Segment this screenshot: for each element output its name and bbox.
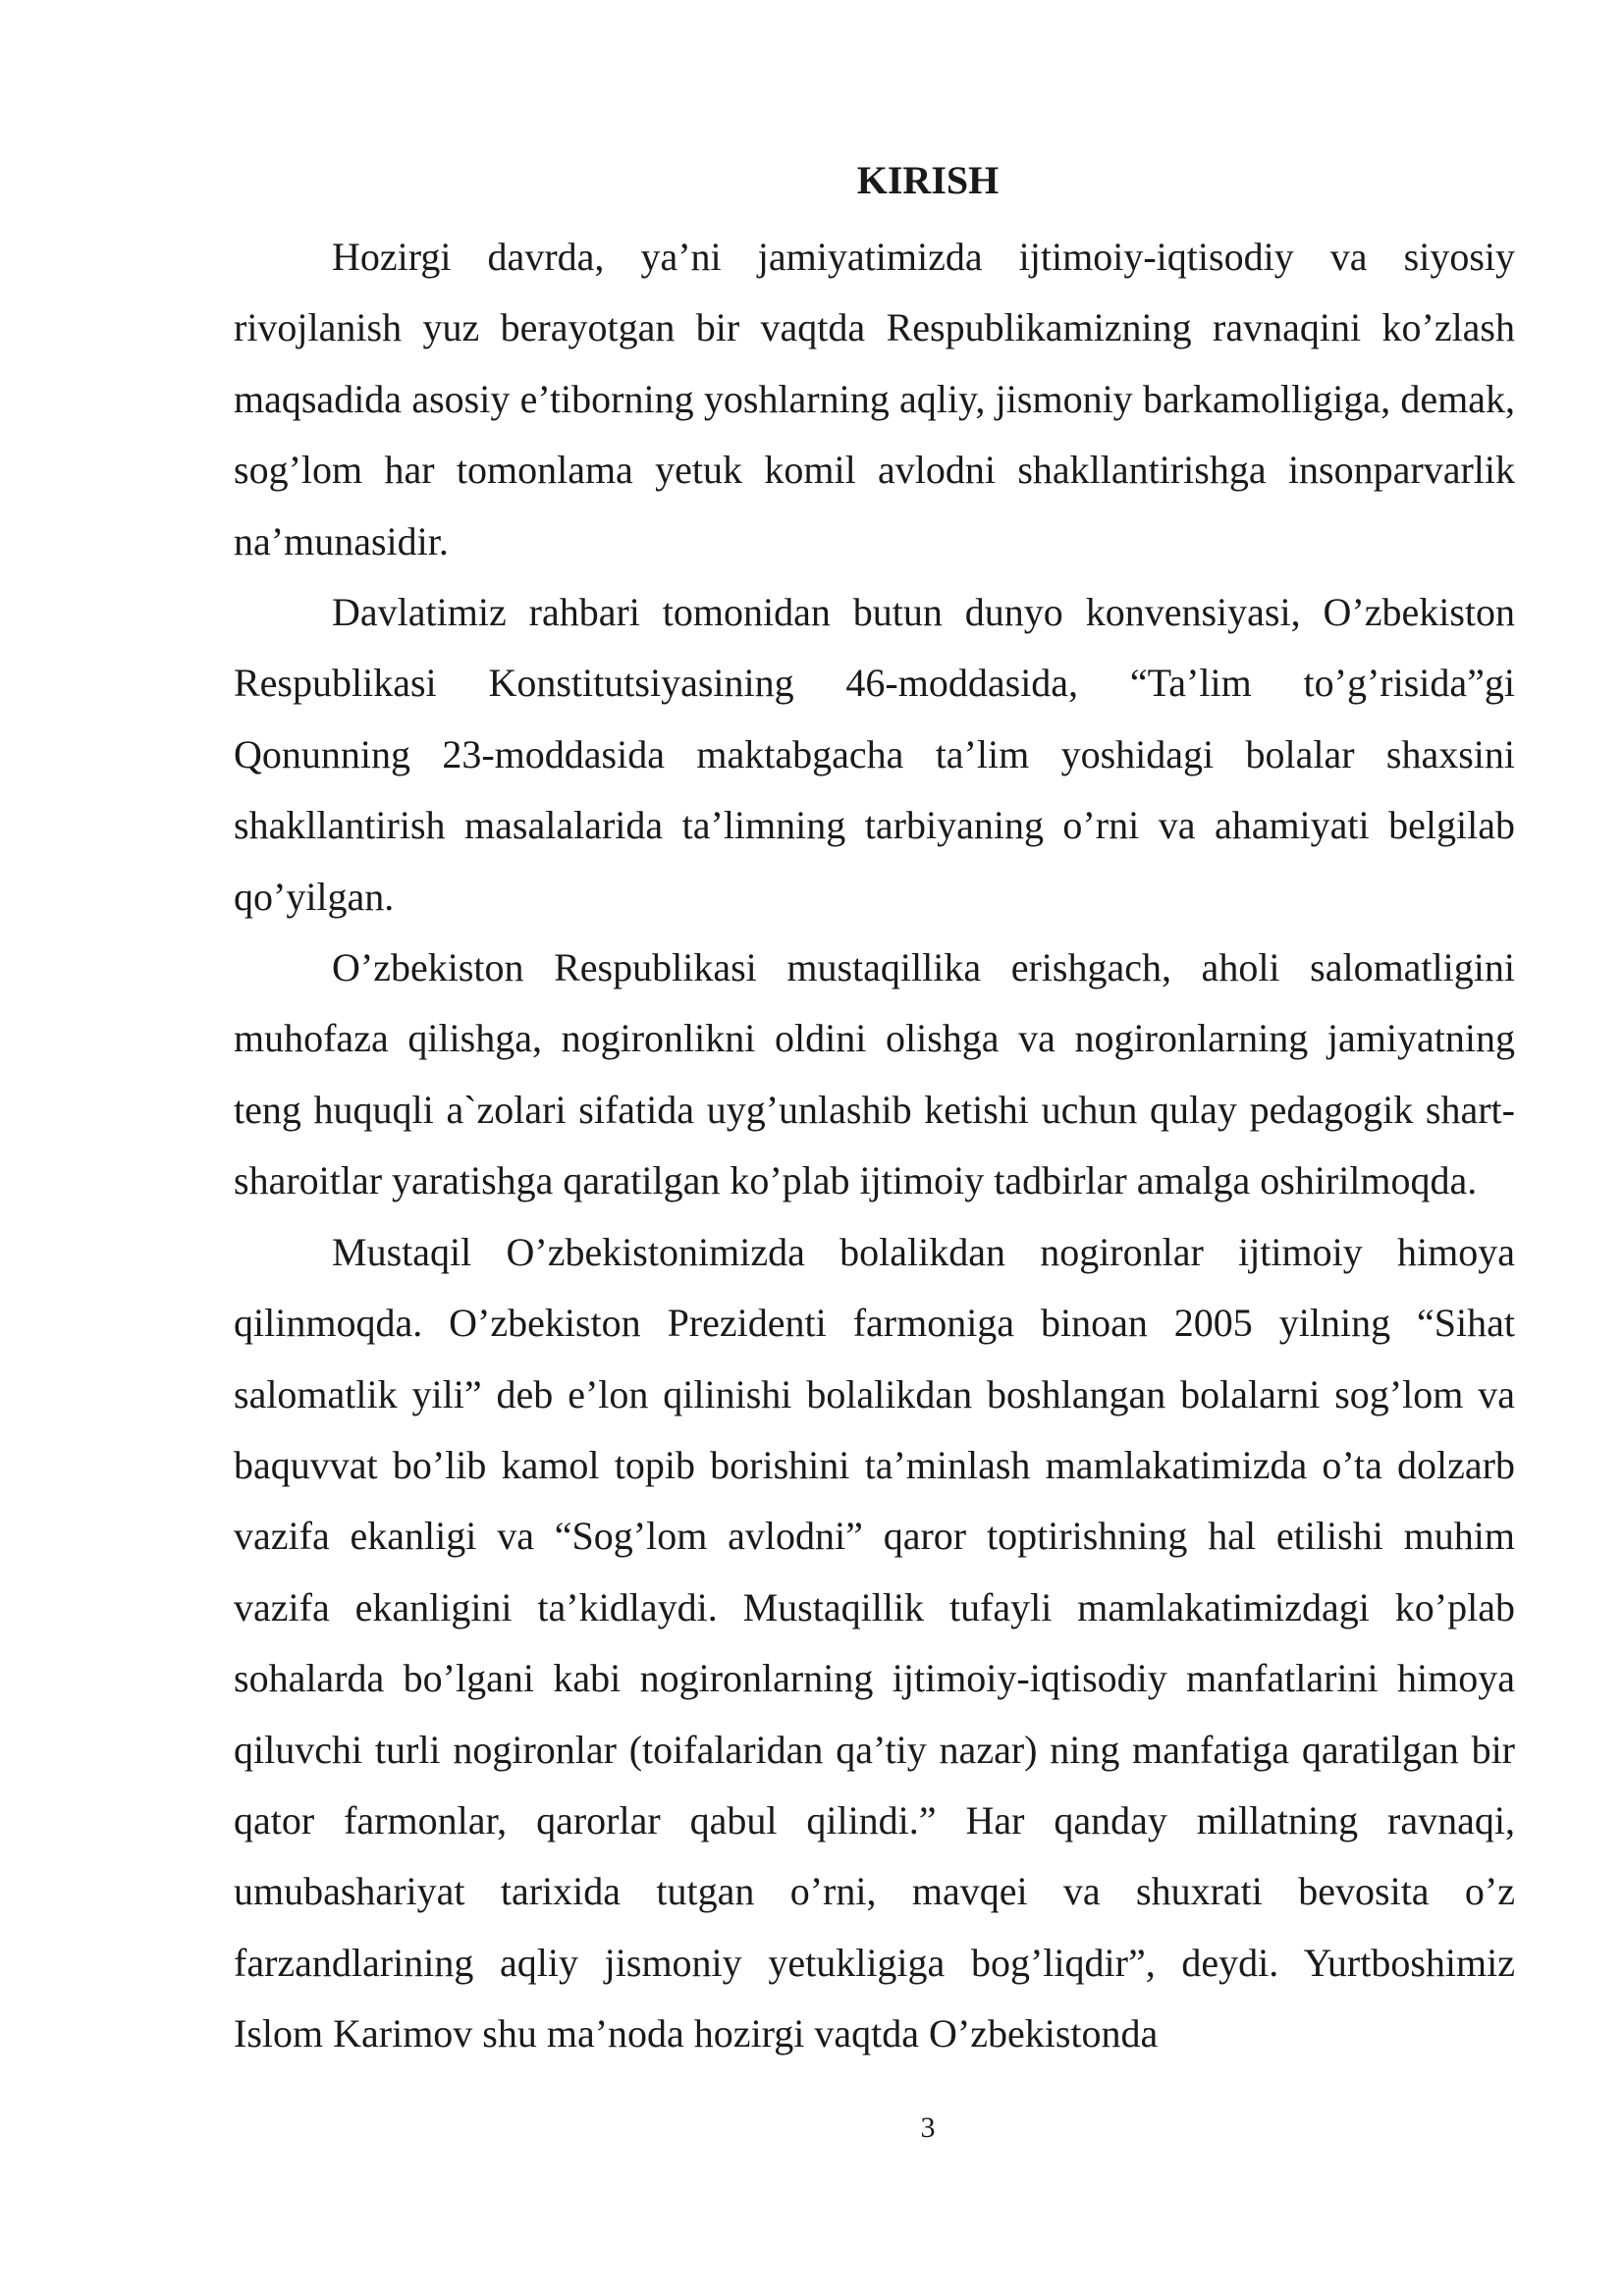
paragraph-3: O’zbekiston Respublikasi mustaqillika erishgach, aholi salomatligini muhofaza qilishga, nogironlikni oldini olishga va nogironlarning jamiyatning teng huquqli a`zolari sifatida uyg’unlashib ketishi uchun qulay pedagogik shart-sharoitlar yaratishga qaratilgan ko’plab ijtimoiy tadbirlar amalga oshirilmoqda.: [234, 945, 1515, 1203]
page-number: 3: [920, 2111, 936, 2144]
page-title: KIRISH: [856, 158, 1000, 202]
paragraph-2: Davlatimiz rahbari tomonidan butun dunyo konvensiyasi, O’zbekiston Respublikasi Konstitutsiyasining 46-moddasida, “Ta’lim to’g’risida”gi Qonunning 23-moddasida maktabgacha ta’lim yoshidagi bolalar shaxsini shakllantirish masalalarida ta’limning tarbiyaning o’rni va ahamiyati belgilab qo’yilgan.: [234, 590, 1515, 919]
paragraph-1: Hozirgi davrda, ya’ni jamiyatimizda ijtimoiy-iqtisodiy va siyosiy rivojlanish yuz berayotgan bir vaqtda Respublikamizning ravnaqini ko’zlash maqsadida asosiy e’tiborning yoshlarning aqliy, jismoniy barkamolligiga, demak, sog’lom har tomonlama yetuk komil avlodni shakllantirishga insonparvarlik na’munasidir.: [234, 235, 1515, 563]
body-text: [234, 222, 1515, 2070]
paragraph-4: Mustaqil O’zbekistonimizda bolalikdan nogironlar ijtimoiy himoya qilinmoqda. O’zbekiston Prezidenti farmoniga binoan 2005 yilning “Sihat salomatlik yili” deb e’lon qilinishi bolalikdan boshlangan bolalarni sog’lom va baquvvat bo’lib kamol topib borishini ta’minlash mamlakatimizda o’ta dolzarb vazifa ekanligi va “Sog’lom avlodni” qaror toptirishning hal etilishi muhim vazifa ekanligini ta’kidlaydi. Mustaqillik tufayli mamlakatimizdagi ko’plab sohalarda bo’lgani kabi nogironlarning ijtimoiy-iqtisodiy manfatlarini himoya qiluvchi turli nogironlar (toifalaridan qa’tiy nazar) ning manfatiga qaratilgan bir qator farmonlar, qarorlar qabul qilindi.” Har qanday millatning ravnaqi, umubashariyat tarixida tutgan o’rni, mavqei va shuxrati bevosita o’z farzandlarining aqliy jismoniy yetukligiga bog’liqdir”, deydi. Yurtboshimiz Islom Karimov shu ma’noda hozirgi vaqtda O’zbekistonda: [234, 1229, 1515, 2056]
